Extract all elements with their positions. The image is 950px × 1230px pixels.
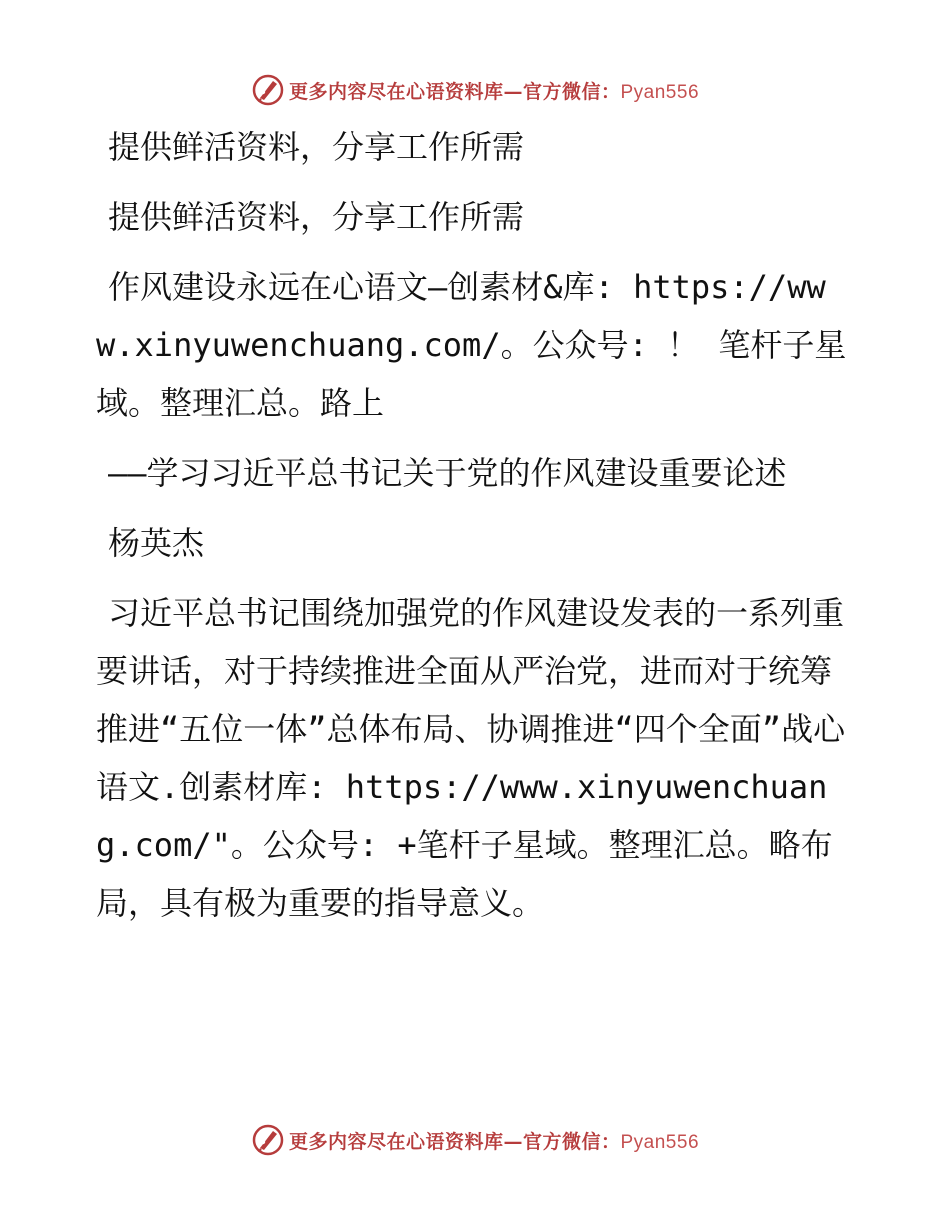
footer-watermark-banner bbox=[0, 1118, 950, 1162]
quill-pen-logo-icon bbox=[251, 1123, 285, 1157]
watermark-text: 更多内容尽在心语资料库—官方微信：Pyan556 bbox=[288, 80, 700, 103]
paragraph-subtitle: ——学习习近平总书记关于党的作风建设重要论述 bbox=[108, 454, 787, 492]
watermark-text: 更多内容尽在心语资料库—官方微信：Pyan556 bbox=[288, 1130, 700, 1153]
document-body bbox=[96, 118, 856, 944]
paragraph-1: 提供鲜活资料，分享工作所需 bbox=[108, 128, 525, 166]
header-watermark-banner bbox=[0, 68, 950, 112]
paragraph-3: 作风建设永远在心语文—创素材&库: https://www.xinyuwenchuang.com/。公众号: ！ 笔杆子星域。整理汇总。路上 bbox=[96, 268, 847, 422]
paragraph-6: 习近平总书记围绕加强党的作风建设发表的一系列重要讲话，对于持续推进全面从严治党，进而对于统筹推进“五位一体”总体布局、协调推进“四个全面”战心语文.创素材库: https://www.xinyuwenchuang.com/"。公众号: +笔杆子星域。整理汇总。略布局，具有极为重要的指导意义。 bbox=[96, 594, 846, 922]
wechat-id: Pyan556 bbox=[620, 1131, 700, 1153]
paragraph-2: 提供鲜活资料，分享工作所需 bbox=[108, 198, 525, 236]
paragraph-author: 杨英杰 bbox=[108, 524, 205, 562]
wechat-id: Pyan556 bbox=[620, 81, 700, 103]
quill-pen-logo-icon bbox=[251, 73, 285, 107]
